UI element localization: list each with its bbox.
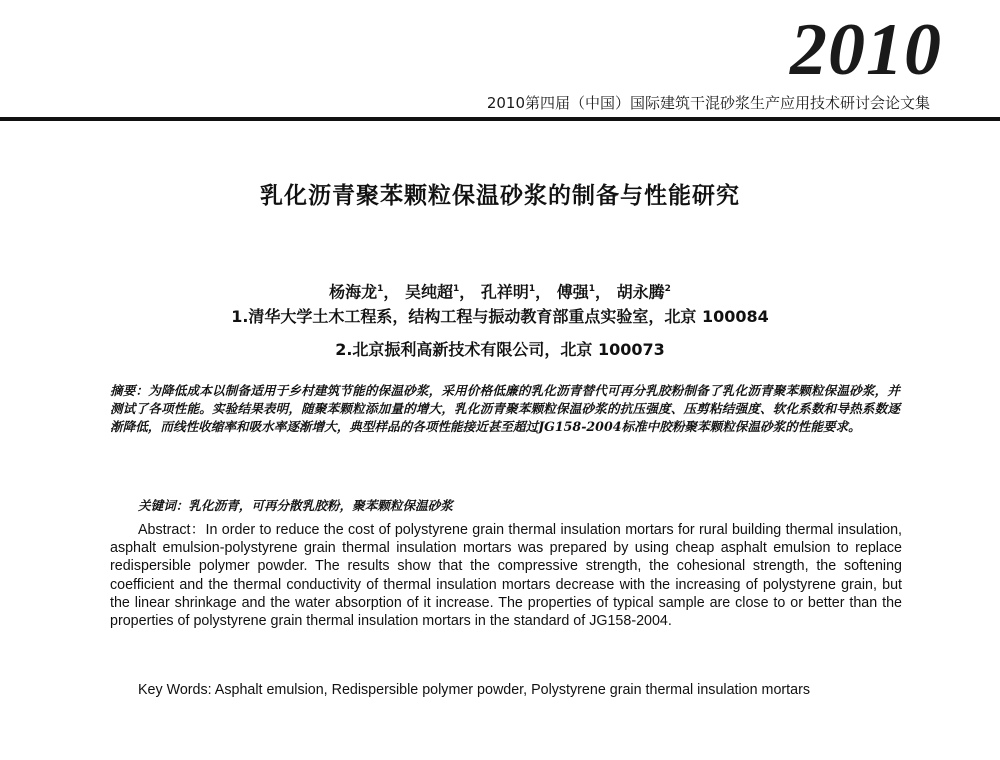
author-list [0,278,1000,303]
author-affiliation-mark: 1 [377,284,384,294]
author-affiliation-mark: 1 [528,284,536,294]
affiliation-1: 1.清华大学土木工程系，结构工程与振动教育部重点实验室，北京 100084 [231,307,769,326]
header-year: 2010 [790,9,942,91]
header-rule [0,117,1000,121]
paper-title: 乳化沥青聚苯颗粒保温砂浆的制备与性能研究 [260,183,740,209]
keywords-english: Key Words: Asphalt emulsion, Redispersible polymer powder, Polystyrene grain thermal insulation mortars [138,682,810,698]
author-name: 杨海龙 [329,282,378,302]
proceedings-title: 2010第四届（中国）国际建筑干混砂浆生产应用技术研讨会论文集 [486,94,930,112]
author-affiliation-mark: 2 [664,284,671,294]
abstract-chinese: 摘要：为降低成本以制备适用于乡村建筑节能的保温砂浆，采用价格低廉的乳化沥青替代可再分乳胶粉制备了乳化沥青聚苯颗粒保温砂浆，并测试了各项性能。实验结果表明，随聚苯颗粒添加量的增大，乳化沥青聚苯颗粒保温砂浆的抗压强度、压剪粘结强度、软化系数和导热系数逐渐降低，而线性收缩率和吸水率逐渐增大，典型样品的各项性能接近甚至超过JG158-2004标准中胶粉聚苯颗粒保温砂浆的性能要求。 [110,383,900,434]
abstract-english: Abstract：In order to reduce the cost of polystyrene grain thermal insulation mortars for rural building thermal insulation, asphalt emulsion-polystyrene grain thermal insulation mortars was prepared by using cheap asphalt emulsion to replace redispersible polymer powder. The results show that the compressive strength, the cohesional strength, the softening coefficient and the thermal conductivity of thermal insulation mortars decrease with the increasing of polystyrene grain, but the linear shrinkage and the water absorption of it increase. The properties of typical sample are close to or better than the properties of polystyrene grain thermal insulation mortars in the standard of JG158-2004. [110,522,902,630]
abstract-english-block [110,521,902,630]
author-name: 傅强 [556,282,589,302]
author-name: 孔祥明 [480,282,529,302]
author-separator: ， [459,282,476,302]
author-name: 吴纯超 [404,282,453,302]
affiliation-2: 2.北京振利高新技术有限公司，北京 100073 [335,340,665,359]
author-separator: ， [383,282,400,302]
author-affiliation-mark: 1 [588,284,596,294]
author-separator: ， [595,282,612,302]
author-affiliation-mark: 1 [453,284,460,294]
author-name: 胡永腾 [616,282,665,302]
author-separator: ， [535,282,552,302]
keywords-chinese: 关键词：乳化沥青，可再分散乳胶粉，聚苯颗粒保温砂浆 [138,498,453,513]
